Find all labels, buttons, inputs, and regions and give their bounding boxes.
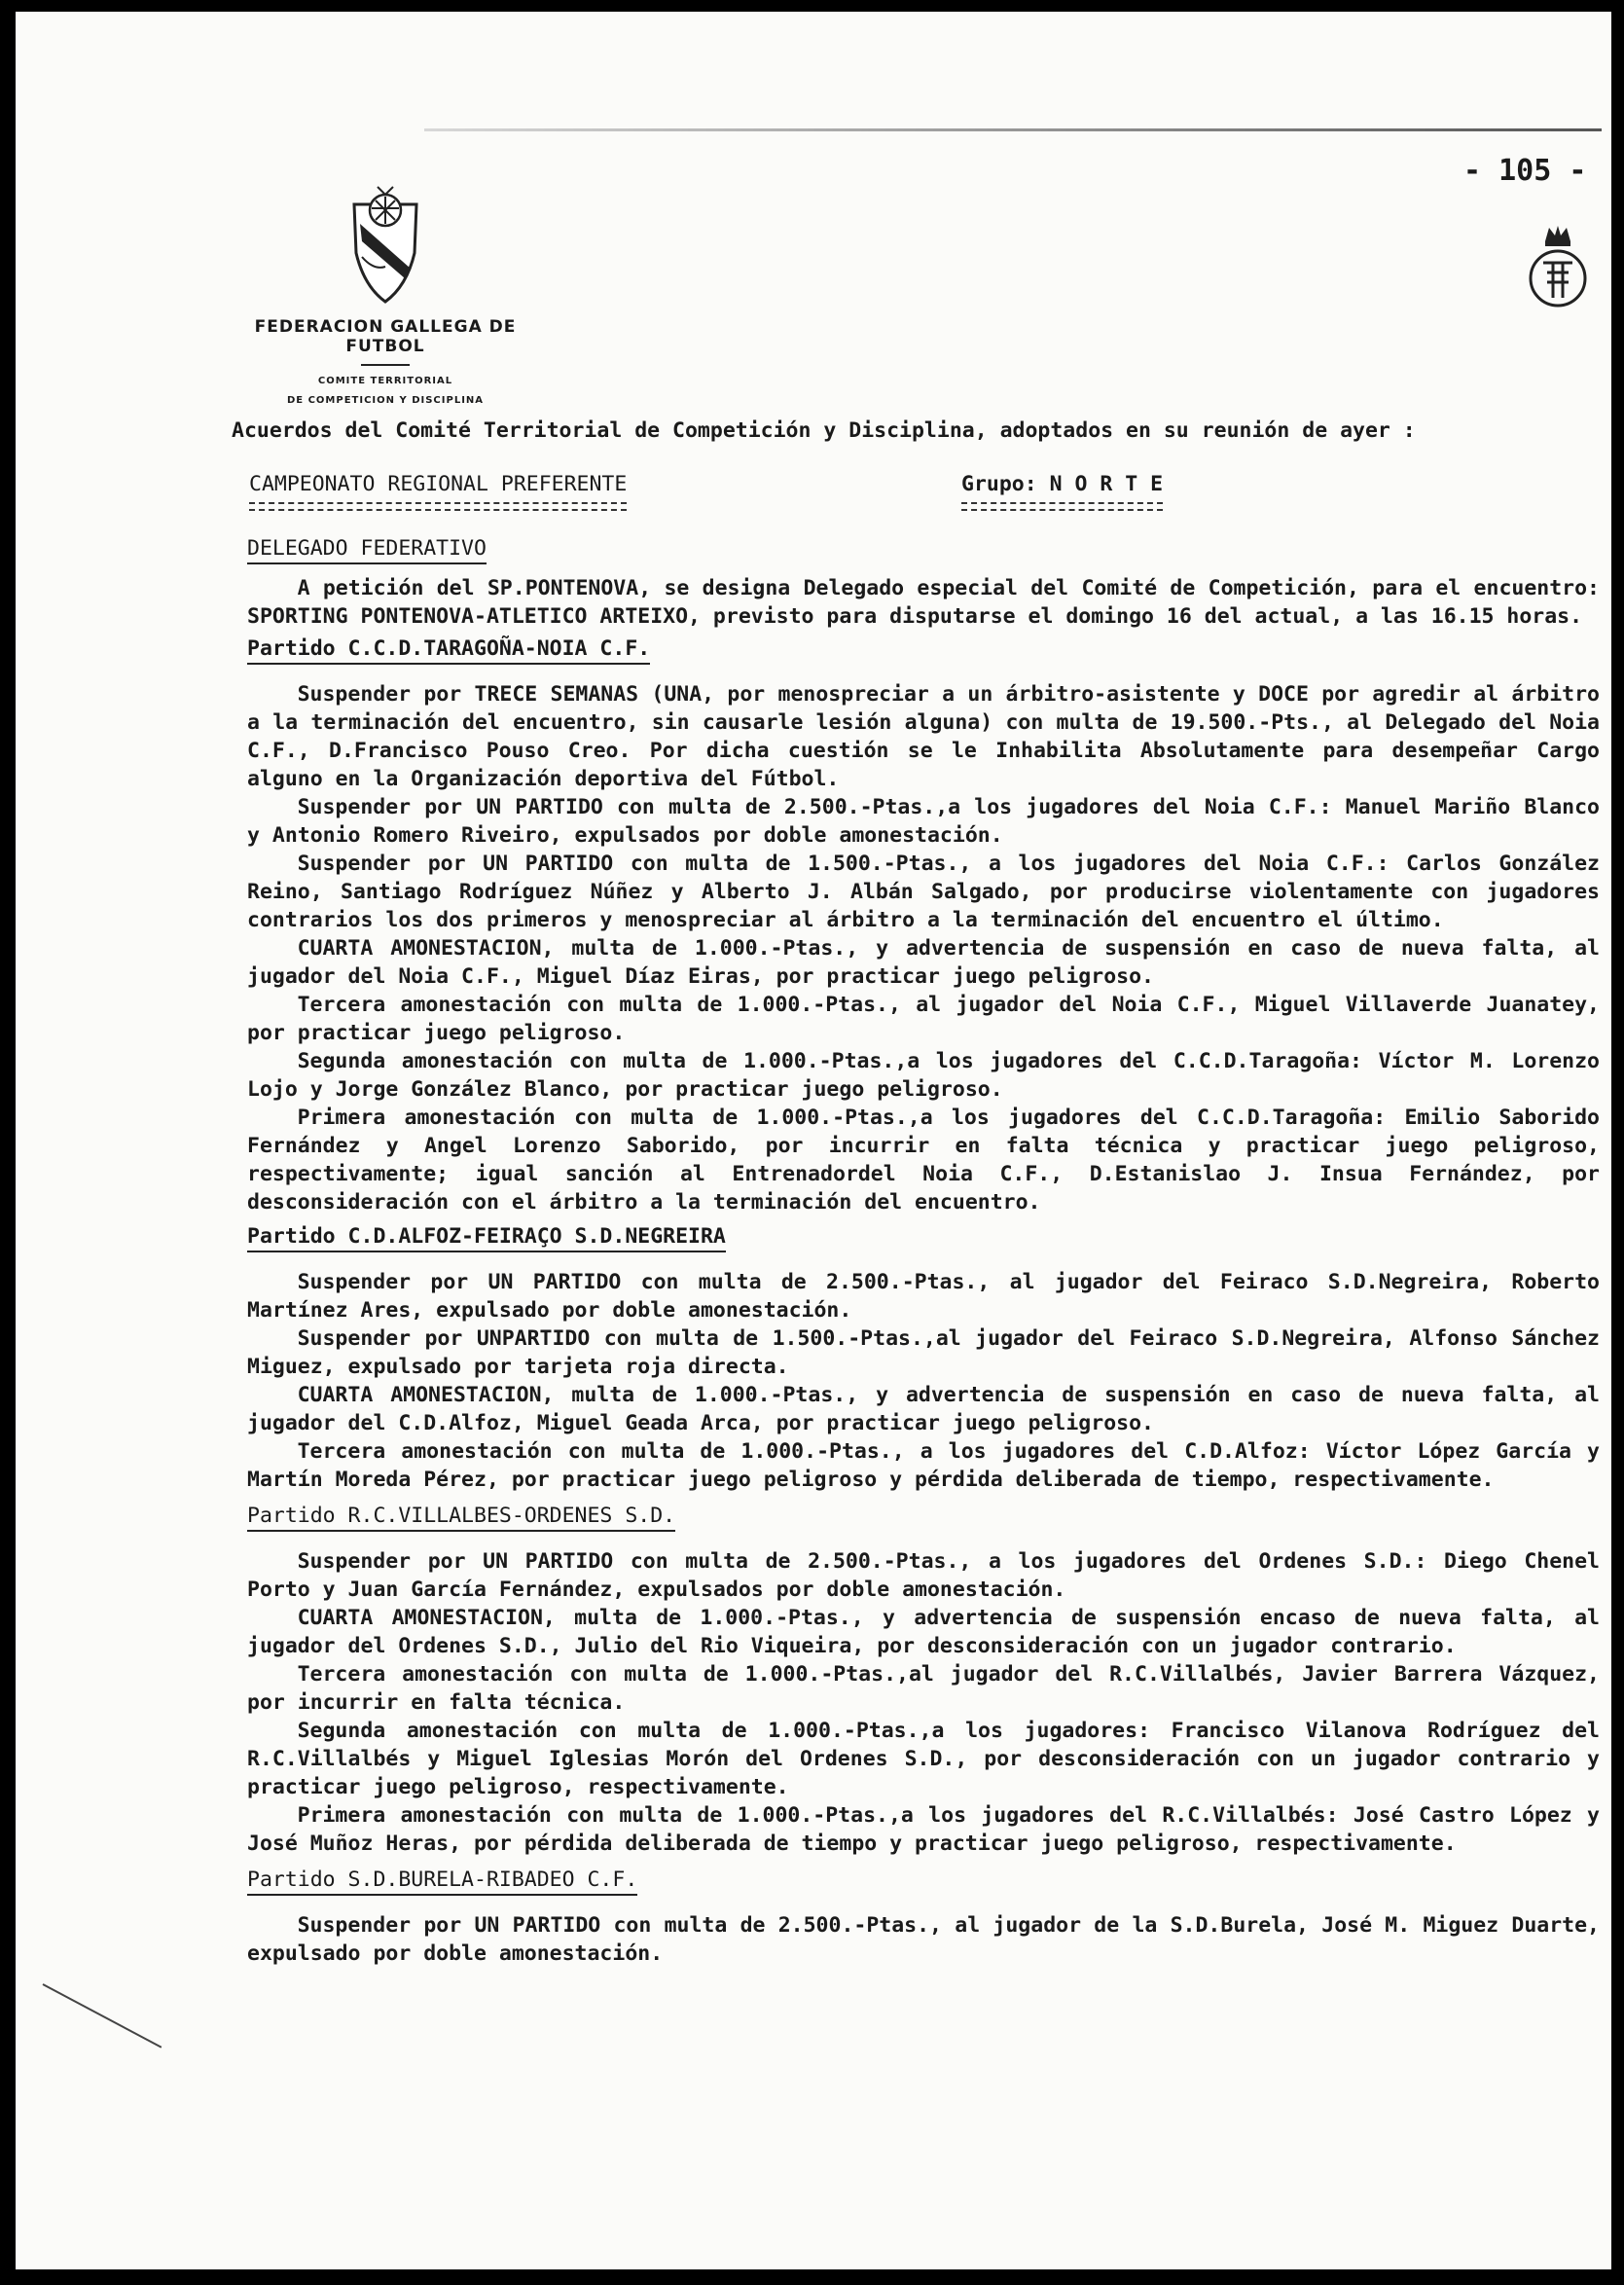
pen-mark: [43, 1983, 162, 2049]
paragraph: CUARTA AMONESTACION, multa de 1.000.-Ptas., y advertencia de suspensión encaso de nueva falta, al jugador del Ordenes S.D., Julio del Rio Viqueira, por desconsideración con un jugador contrario.: [247, 1606, 1600, 1658]
paragraph: Suspender por UN PARTIDO con multa de 2.500.-Ptas., al jugador de la S.D.Burela, José M. Miguez Duarte, expulsado por doble amonestación.: [247, 1913, 1600, 1966]
section-burela-ribadeo: [232, 1868, 1613, 1968]
section-heading: Partido S.D.BURELA-RIBADEO C.F.: [247, 1868, 637, 1896]
championship-row: [232, 472, 1613, 526]
paragraph: Suspender por UN PARTIDO con multa de 1.500.-Ptas., a los jugadores del Noia C.F.: Carlos González Reino, Santiago Rodríguez Núñez y Alberto J. Albán Salgado, por producirse violentamente con jugadores contrarios los dos primeros y menospreciar al árbitro a la terminación del encuentro el último.: [247, 852, 1600, 932]
intro-line: Acuerdos del Comité Territorial de Competición y Disciplina, adoptados en su reunión de ayer :: [232, 418, 1416, 443]
section-alfoz-feiraco: [232, 1224, 1613, 1494]
page-number: - 105 -: [1463, 154, 1587, 188]
championship-title: CAMPEONATO REGIONAL PREFERENTE: [249, 472, 628, 496]
committee-line-1: COMITE TERRITORIAL: [317, 376, 453, 386]
paragraph: Suspender por UN PARTIDO con multa de 2.500.-Ptas.,a los jugadores del Noia C.F.: Manuel Mariño Blanco y Antonio Romero Riveiro, expulsados por doble amonestación.: [247, 795, 1600, 848]
paragraph: Primera amonestación con multa de 1.000.-Ptas.,a los jugadores del R.C.Villalbés: José Castro López y José Muñoz Heras, por pérdida deliberada de tiempo y practicar juego peligroso, respectivamente.: [247, 1803, 1600, 1856]
federation-divider: [361, 364, 410, 366]
paragraph: Suspender por UNPARTIDO con multa de 1.500.-Ptas.,al jugador del Feiraco S.D.Negreira, Alfonso Sánchez Miguez, expulsado por tarjeta roja directa.: [247, 1326, 1600, 1379]
paragraph: Segunda amonestación con multa de 1.000.-Ptas.,a los jugadores del C.C.D.Taragoña: Víctor M. Lorenzo Lojo y Jorge González Blanco, por practicar juego peligroso.: [247, 1049, 1600, 1102]
group: [961, 472, 1163, 511]
championship: [249, 472, 627, 511]
group-label: Grupo: N O R T E: [961, 472, 1164, 496]
crown-emblem-icon: [1526, 224, 1590, 313]
paragraph: Suspender por TRECE SEMANAS (UNA, por menospreciar a un árbitro-asistente y DOCE por agredir al árbitro a la terminación del encuentro, sin causarle lesión alguna) con multa de 19.500.-Pts., al Delegado del Noia C.F., D.Francisco Pouso Creo. Por dicha cuestión se le Inhabilita Absolutamente para desempeñar Cargo alguno en la Organización deportiva del Fútbol.: [247, 682, 1600, 791]
federation-name: FEDERACION GALLEGA DE FUTBOL: [254, 317, 517, 356]
top-rule: [424, 128, 1602, 131]
paragraph: Suspender por UN PARTIDO con multa de 2.500.-Ptas., a los jugadores del Ordenes S.D.: Diego Chenel Porto y Juan García Fernández, expulsados por doble amonestación.: [247, 1549, 1600, 1602]
document-page: [16, 12, 1611, 2269]
committee-line-2: DE COMPETICION Y DISCIPLINA: [286, 395, 485, 406]
section-heading: Partido C.D.ALFOZ-FEIRAÇO S.D.NEGREIRA: [247, 1224, 726, 1252]
section-taragona-noia: [232, 636, 1613, 1216]
paragraph: A petición del SP.PONTENOVA, se designa Delegado especial del Comité de Competición, para el encuentro: SPORTING PONTENOVA-ATLETICO ARTEIXO, previsto para disputarse el domingo 16 del actual, a las 16.15 horas.: [247, 576, 1600, 629]
section-villalbes-ordenes: [232, 1504, 1613, 1858]
federation-shield-icon: [346, 185, 424, 304]
paragraph: CUARTA AMONESTACION, multa de 1.000.-Ptas., y advertencia de suspensión en caso de nueva falta, al jugador del Noia C.F., Miguel Díaz Eiras, por practicar juego peligroso.: [247, 936, 1600, 989]
paragraph: Tercera amonestación con multa de 1.000.-Ptas., al jugador del Noia C.F., Miguel Villaverde Juanatey, por practicar juego peligroso.: [247, 993, 1600, 1045]
federation-logo: [230, 185, 541, 411]
section-delegado: [232, 536, 1613, 631]
section-heading: DELEGADO FEDERATIVO: [247, 536, 487, 564]
paragraph: CUARTA AMONESTACION, multa de 1.000.-Ptas., y advertencia de suspensión en caso de nueva falta, al jugador del C.D.Alfoz, Miguel Geada Arca, por practicar juego peligroso.: [247, 1383, 1600, 1435]
paragraph: Suspender por UN PARTIDO con multa de 2.500.-Ptas., al jugador del Feiraco S.D.Negreira, Roberto Martínez Ares, expulsado por doble amonestación.: [247, 1270, 1600, 1323]
paragraph: Tercera amonestación con multa de 1.000.-Ptas.,al jugador del R.C.Villalbés, Javier Barrera Vázquez, por incurrir en falta técnica.: [247, 1662, 1600, 1715]
document-body: [232, 418, 1613, 1968]
championship-underline: [249, 502, 627, 511]
section-heading: Partido C.C.D.TARAGOÑA-NOIA C.F.: [247, 636, 650, 665]
paragraph: Primera amonestación con multa de 1.000.-Ptas.,a los jugadores del C.C.D.Taragoña: Emilio Saborido Fernández y Angel Lorenzo Saborido, por incurrir en falta técnica y practicar juego peligroso, respectivamente; igual sanción al Entrenadordel Noia C.F., D.Estanislao J. Insua Fernández, por desconsideración con el árbitro a la terminación del encuentro.: [247, 1106, 1600, 1215]
rfef-emblem: [1526, 224, 1590, 317]
group-underline: [961, 502, 1163, 511]
section-heading: Partido R.C.VILLALBES-ORDENES S.D.: [247, 1504, 675, 1532]
paragraph: Segunda amonestación con multa de 1.000.-Ptas.,a los jugadores: Francisco Vilanova Rodríguez del R.C.Villalbés y Miguel Iglesias Morón del Ordenes S.D., por desconsideración con un jugador contrario y practicar juego peligroso, respectivamente.: [247, 1719, 1600, 1799]
paragraph: Tercera amonestación con multa de 1.000.-Ptas., a los jugadores del C.D.Alfoz: Víctor López García y Martín Moreda Pérez, por practicar juego peligroso y pérdida deliberada de tiempo, respectivamente.: [247, 1439, 1600, 1492]
